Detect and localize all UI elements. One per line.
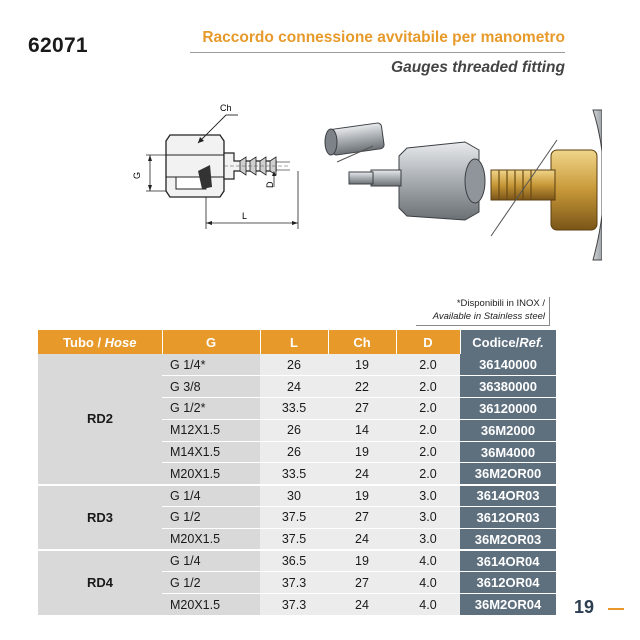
cell-d: 4.0 xyxy=(396,550,460,572)
cell-d: 2.0 xyxy=(396,398,460,420)
header-tubo: Tubo / Hose xyxy=(38,330,162,354)
cell-ch: 19 xyxy=(328,550,396,572)
cell-g: M20X1.5 xyxy=(162,463,260,485)
cell-ch: 19 xyxy=(328,354,396,376)
cell-code: 36M2OR00 xyxy=(460,463,556,485)
cell-g: M20X1.5 xyxy=(162,528,260,550)
cell-g: G 3/8 xyxy=(162,376,260,398)
cell-ch: 24 xyxy=(328,594,396,616)
cell-g: G 1/2 xyxy=(162,507,260,529)
header-code: Codice/Ref. xyxy=(460,330,556,354)
cell-ch: 14 xyxy=(328,419,396,441)
cell-code: 36M2OR04 xyxy=(460,594,556,616)
cell-d: 2.0 xyxy=(396,376,460,398)
cell-d: 4.0 xyxy=(396,594,460,616)
product-photo xyxy=(315,100,602,265)
note-italian: *Disponibili in INOX / xyxy=(456,298,545,309)
table-row xyxy=(38,550,556,572)
cell-g: G 1/4* xyxy=(162,354,260,376)
header-l: L xyxy=(260,330,328,354)
cell-l: 37.3 xyxy=(260,572,328,594)
group-label-rd3: RD3 xyxy=(38,485,162,550)
cell-g: G 1/2 xyxy=(162,572,260,594)
cell-code: 36120000 xyxy=(460,398,556,420)
cell-d: 2.0 xyxy=(396,354,460,376)
cell-l: 30 xyxy=(260,485,328,507)
note-english: Available in Stainless steel xyxy=(432,311,545,322)
title-italian: Raccordo connessione avvitabile per manometro xyxy=(202,29,565,46)
cell-ch: 22 xyxy=(328,376,396,398)
label-g: G xyxy=(132,171,142,179)
table-row xyxy=(38,485,556,507)
cell-l: 37.5 xyxy=(260,528,328,550)
cell-d: 3.0 xyxy=(396,507,460,529)
spec-table xyxy=(38,330,557,617)
cell-g: G 1/2* xyxy=(162,398,260,420)
cell-code: 3614OR03 xyxy=(460,485,556,507)
header-g: G xyxy=(162,330,260,354)
technical-drawing xyxy=(128,95,313,235)
cell-code: 36380000 xyxy=(460,376,556,398)
group-label-rd4: RD4 xyxy=(38,550,162,615)
product-code: 62071 xyxy=(28,34,88,57)
cell-d: 2.0 xyxy=(396,441,460,463)
cell-d: 3.0 xyxy=(396,485,460,507)
cell-g: G 1/4 xyxy=(162,550,260,572)
cell-l: 24 xyxy=(260,376,328,398)
cell-g: M12X1.5 xyxy=(162,419,260,441)
label-ch: Ch xyxy=(220,103,232,113)
table-row xyxy=(38,354,556,376)
cell-code: 36M2000 xyxy=(460,419,556,441)
cell-d: 3.0 xyxy=(396,528,460,550)
label-l: L xyxy=(242,211,248,221)
cell-l: 33.5 xyxy=(260,398,328,420)
table-header-row xyxy=(38,330,556,354)
cell-code: 36M2OR03 xyxy=(460,528,556,550)
page-number-dash xyxy=(608,608,624,610)
cell-g: M20X1.5 xyxy=(162,594,260,616)
label-d: D xyxy=(265,181,275,188)
cell-l: 26 xyxy=(260,441,328,463)
title-divider xyxy=(190,52,565,53)
cell-ch: 27 xyxy=(328,572,396,594)
cell-ch: 19 xyxy=(328,441,396,463)
cell-d: 2.0 xyxy=(396,463,460,485)
cell-ch: 19 xyxy=(328,485,396,507)
group-label-rd2: RD2 xyxy=(38,354,162,485)
cell-code: 3612OR03 xyxy=(460,507,556,529)
cell-ch: 27 xyxy=(328,398,396,420)
page-number: 19 xyxy=(574,597,595,617)
cell-code: 3612OR04 xyxy=(460,572,556,594)
cell-code: 36M4000 xyxy=(460,441,556,463)
cell-l: 37.5 xyxy=(260,507,328,529)
stainless-note xyxy=(416,297,550,326)
cell-l: 26 xyxy=(260,419,328,441)
cell-code: 3614OR04 xyxy=(460,550,556,572)
cell-l: 36.5 xyxy=(260,550,328,572)
cell-d: 4.0 xyxy=(396,572,460,594)
title-english: Gauges threaded fitting xyxy=(391,59,565,76)
header-d: D xyxy=(396,330,460,354)
cell-ch: 24 xyxy=(328,463,396,485)
cell-g: G 1/4 xyxy=(162,485,260,507)
cell-ch: 24 xyxy=(328,528,396,550)
cell-code: 36140000 xyxy=(460,354,556,376)
cell-l: 26 xyxy=(260,354,328,376)
header-ch: Ch xyxy=(328,330,396,354)
cell-d: 2.0 xyxy=(396,419,460,441)
cell-g: M14X1.5 xyxy=(162,441,260,463)
cell-l: 33.5 xyxy=(260,463,328,485)
cell-ch: 27 xyxy=(328,507,396,529)
cell-l: 37.3 xyxy=(260,594,328,616)
